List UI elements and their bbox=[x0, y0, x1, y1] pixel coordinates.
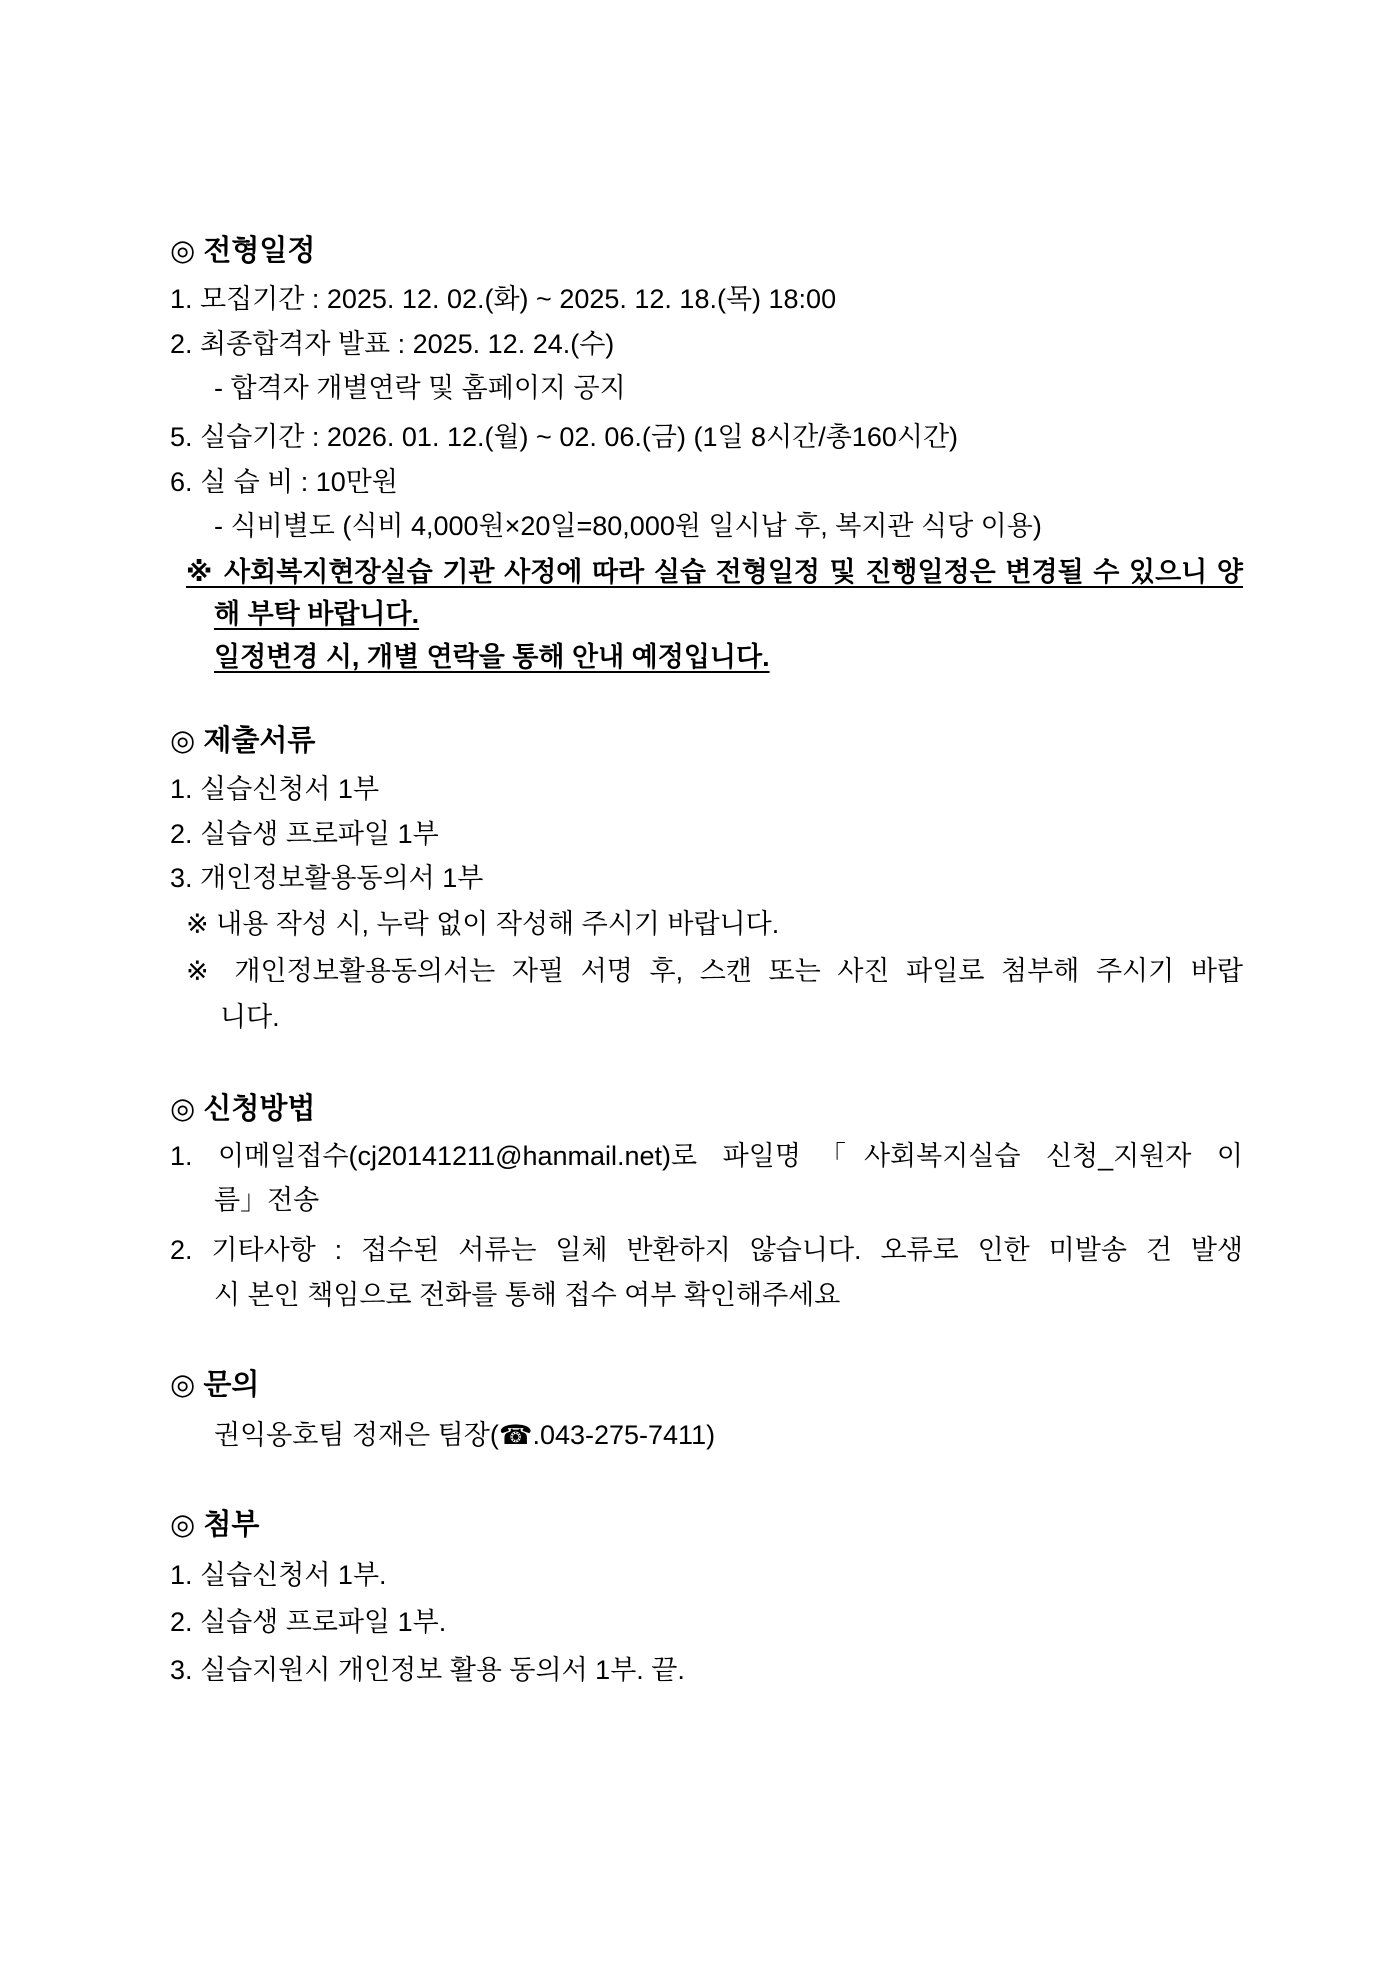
document-note: ※ 내용 작성 시, 누락 없이 작성해 주시기 바랍니다. bbox=[186, 909, 780, 939]
attachment-item: 2. 실습생 프로파일 1부. bbox=[170, 1607, 447, 1637]
section-heading-attachments: ◎ 첨부 bbox=[170, 1509, 260, 1541]
schedule-notice: 일정변경 시, 개별 연락을 통해 안내 예정입니다. bbox=[214, 642, 770, 672]
attachment-item: 3. 실습지원시 개인정보 활용 동의서 1부. 끝. bbox=[170, 1655, 685, 1685]
schedule-item: 6. 실 습 비 : 10만원 bbox=[170, 467, 398, 497]
schedule-notice: 해 부탁 바랍니다. bbox=[214, 599, 420, 629]
section-heading-schedule: ◎ 전형일정 bbox=[170, 235, 316, 267]
document-item: 3. 개인정보활용동의서 1부 bbox=[170, 863, 484, 893]
document-note: 니다. bbox=[220, 1002, 280, 1032]
schedule-subitem: - 식비별도 (식비 4,000원×20일=80,000원 일시납 후, 복지관 식당 이용) bbox=[214, 511, 1042, 541]
document-note: ※ 개인정보활용동의서는 자필 서명 후, 스캔 또는 사진 파일로 첨부해 주시기 바랍 bbox=[186, 956, 1243, 986]
method-item: 2. 기타사항 : 접수된 서류는 일체 반환하지 않습니다. 오류로 인한 미발송 건 발생 bbox=[170, 1235, 1243, 1265]
section-heading-method: ◎ 신청방법 bbox=[170, 1093, 316, 1125]
section-heading-documents: ◎ 제출서류 bbox=[170, 725, 316, 757]
section-heading-inquiry: ◎ 문의 bbox=[170, 1369, 260, 1401]
method-item: 1. 이메일접수(cj20141211@hanmail.net)로 파일명「사회복지실습 신청_지원자 이 bbox=[170, 1141, 1243, 1171]
attachment-item: 1. 실습신청서 1부. bbox=[170, 1560, 387, 1590]
schedule-item: 2. 최종합격자 발표 : 2025. 12. 24.(수) bbox=[170, 329, 615, 359]
schedule-item: 5. 실습기간 : 2026. 01. 12.(월) ~ 02. 06.(금) (1일 8시간/총160시간) bbox=[170, 422, 959, 452]
method-item: 름」전송 bbox=[214, 1185, 320, 1215]
schedule-item: 1. 모집기간 : 2025. 12. 02.(화) ~ 2025. 12. 18.(목) 18:00 bbox=[170, 284, 837, 314]
schedule-notice: ※ 사회복지현장실습 기관 사정에 따라 실습 전형일정 및 진행일정은 변경될 수 있으니 양 bbox=[186, 557, 1243, 587]
document-item: 1. 실습신청서 1부 bbox=[170, 774, 380, 804]
method-item: 시 본인 책임으로 전화를 통해 접수 여부 확인해주세요 bbox=[214, 1280, 841, 1310]
document-item: 2. 실습생 프로파일 1부 bbox=[170, 819, 439, 849]
schedule-subitem: - 합격자 개별연락 및 홈페이지 공지 bbox=[214, 373, 626, 403]
inquiry-contact: 권익옹호팀 정재은 팀장(☎.043-275-7411) bbox=[214, 1420, 716, 1450]
